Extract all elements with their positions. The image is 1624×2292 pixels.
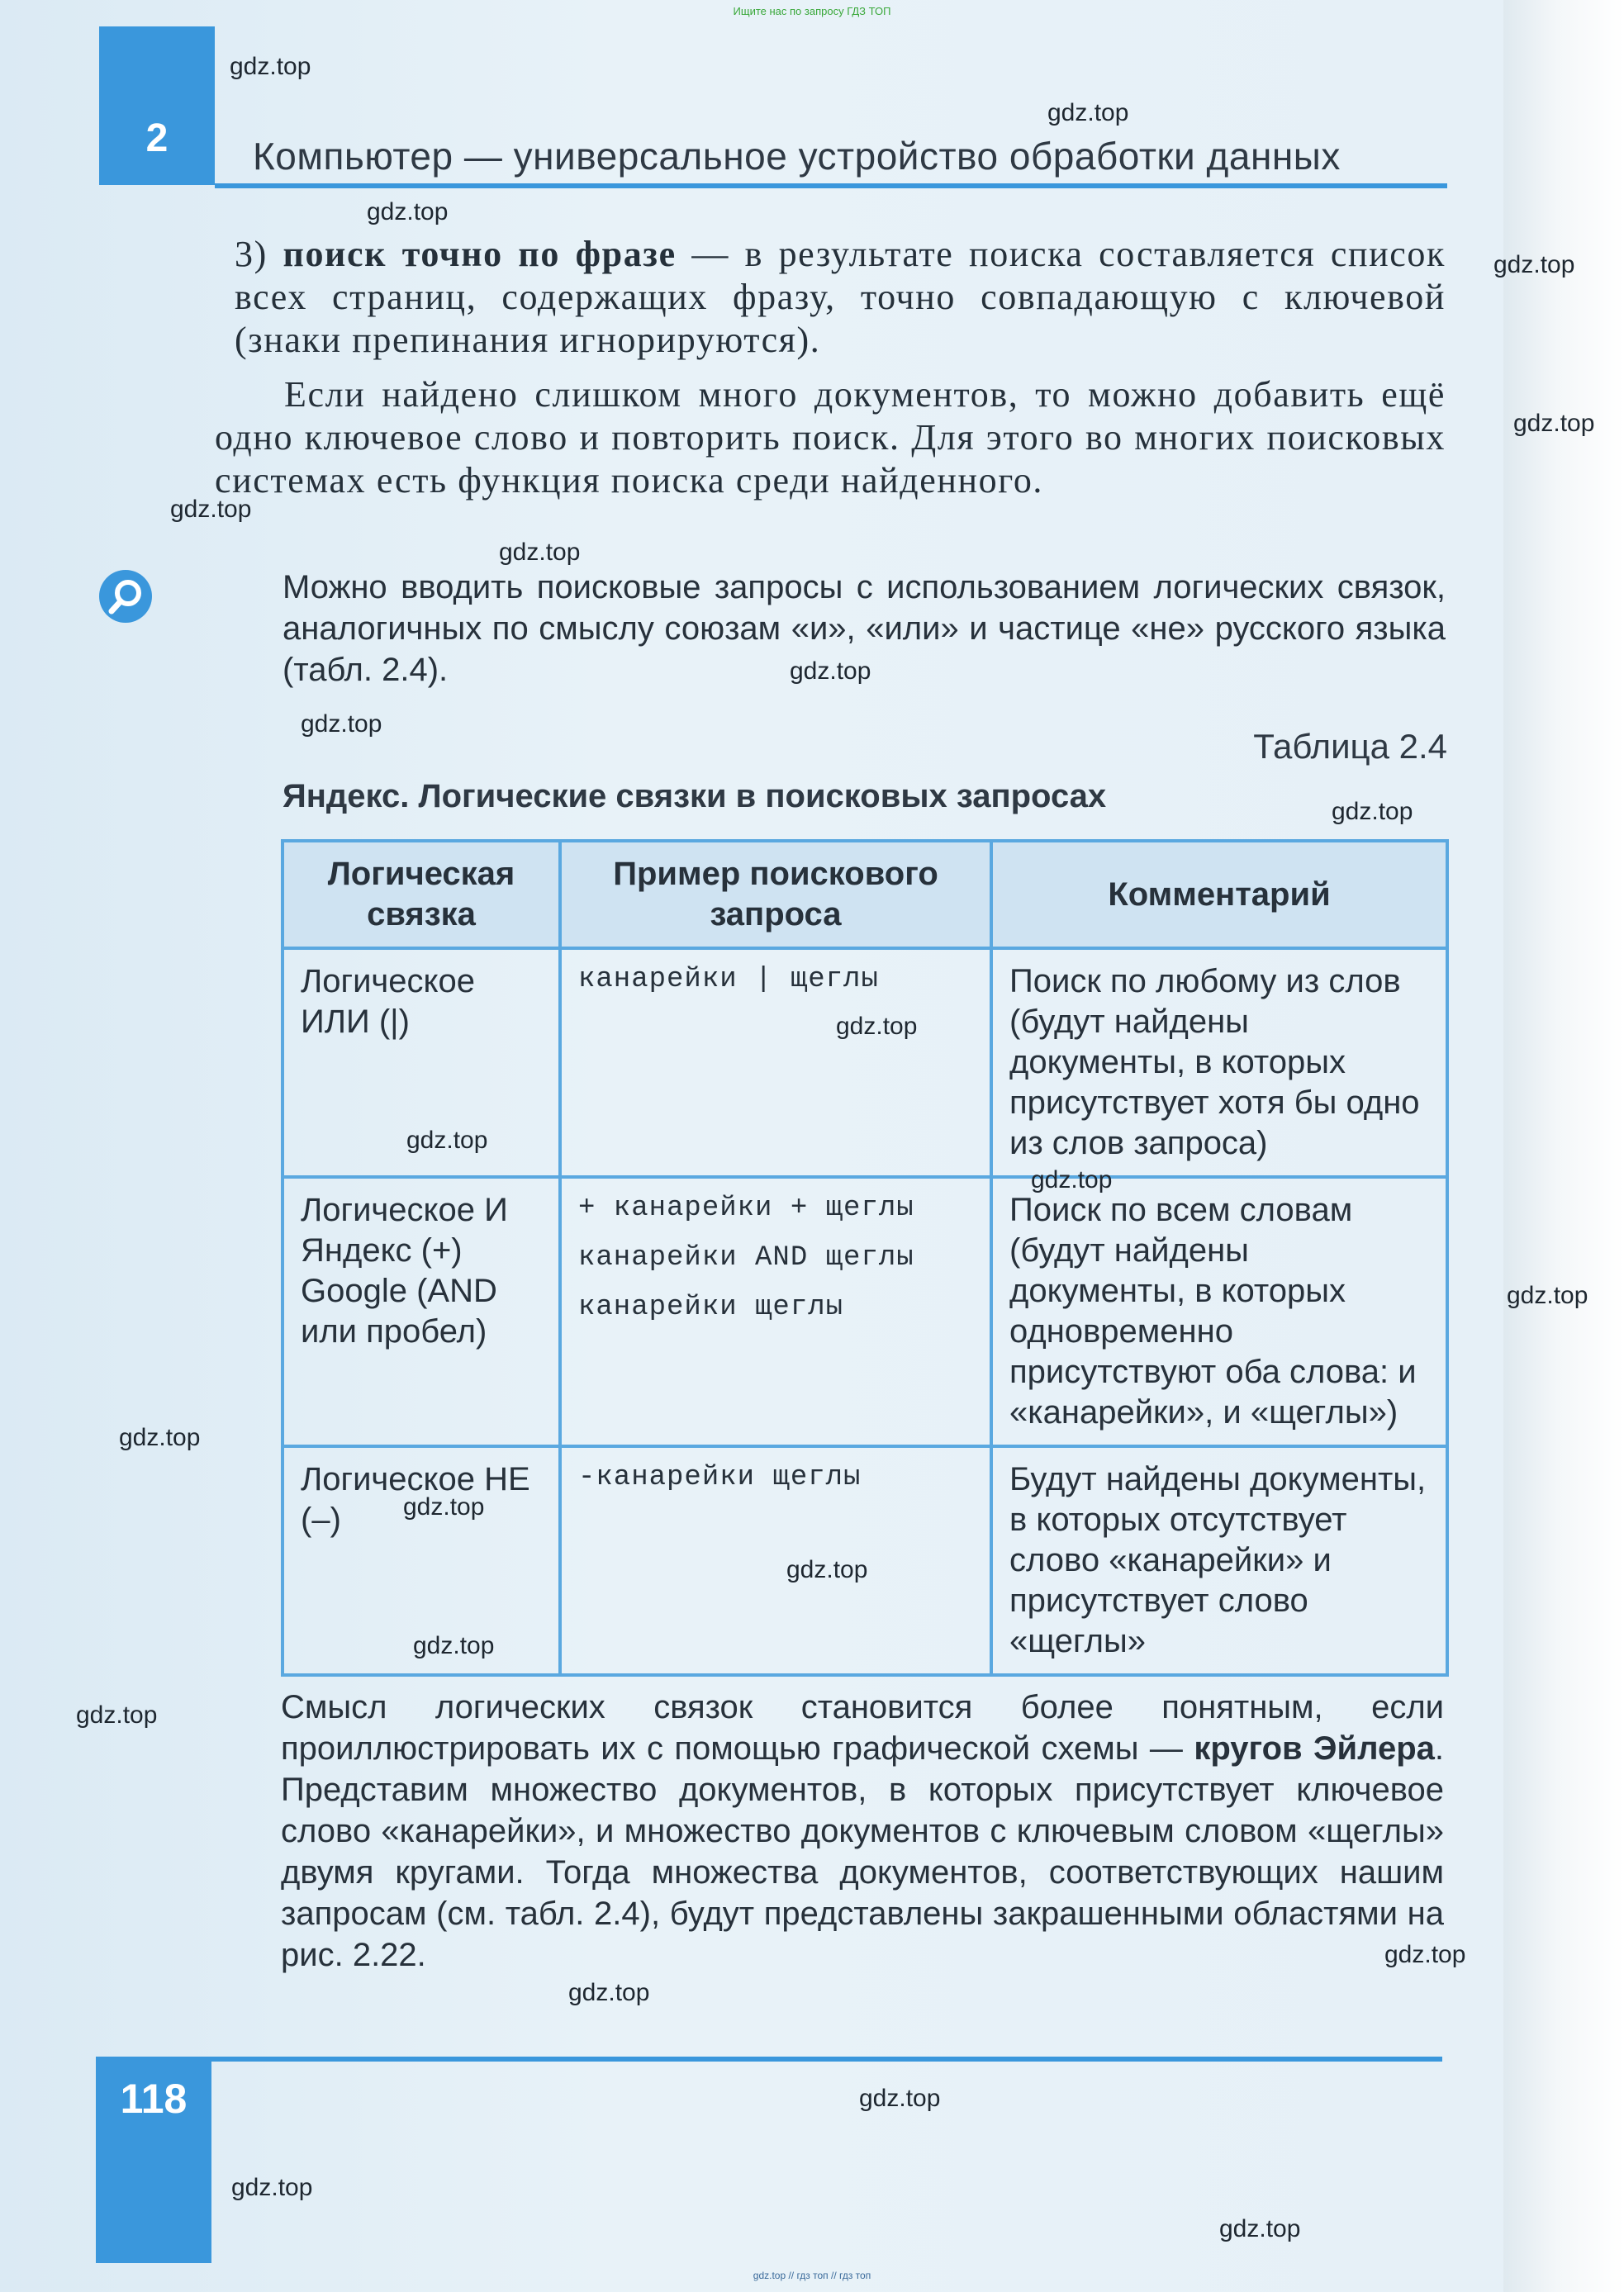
term-phrase-search: поиск точно по фразе — [283, 234, 677, 274]
connective-cell: Логическое И Яндекс (+) Google (AND или пробел) — [283, 1177, 560, 1446]
page-number: 118 — [120, 2076, 188, 2122]
header-example: Пример поискового запроса — [560, 841, 991, 948]
watermark: gdz.top — [1031, 1166, 1113, 1193]
watermark: gdz.top — [119, 1424, 201, 1451]
paragraph-phrase-search — [235, 233, 1446, 362]
watermark: gdz.top — [1507, 1282, 1588, 1309]
watermark: gdz.top — [413, 1632, 495, 1659]
example-query: + канарейки + щеглы — [578, 1193, 914, 1224]
watermark: gdz.top — [406, 1127, 488, 1154]
watermark: gdz.top — [231, 2174, 313, 2201]
chapter-tab — [99, 26, 215, 185]
chapter-title: Компьютер — универсальное устройство обработки данных — [253, 135, 1341, 178]
watermark: gdz.top — [230, 53, 311, 80]
watermark: gdz.top — [170, 496, 252, 523]
euler-text-after: . Представим множество документов, в которых присутствует ключевое слово «канарейки», и множество документов с ключевым словом «щеглы» двумя кругами. Тогда множества документов, соответствующих нашим запросам (см. табл. 2.4), будут представлены закрашенными областями на рис. 2.22. — [281, 1730, 1444, 1973]
watermark: gdz.top — [568, 1979, 650, 2006]
watermark: gdz.top — [1493, 251, 1575, 278]
comment-cell: Будут найдены документы, в которых отсутствует слово «канарейки» и присутствует слово «щеглы» — [991, 1446, 1447, 1675]
example-query: канарейки AND щеглы — [578, 1242, 914, 1274]
watermark: gdz.top — [1219, 2215, 1301, 2242]
watermark: gdz.top — [301, 710, 382, 738]
promo-bottom: gdz.top // гдз топ // гдз топ — [753, 2270, 871, 2281]
footer-rule — [211, 2057, 1442, 2062]
header-rule — [215, 183, 1447, 188]
connective-cell: Логическое ИЛИ (|) — [283, 948, 560, 1177]
phrase-search-text: — в результате поиска составляется список всех страниц, содержащих фразу, точно совпадающую с ключевой (знаки препинания игнорируются). — [235, 234, 1446, 360]
promo-top: Ищите нас по запросу ГДЗ ТОП — [733, 5, 891, 17]
term-euler-circles: кругов Эйлера — [1194, 1730, 1435, 1767]
watermark: gdz.top — [499, 539, 581, 566]
example-query: канарейки | щеглы — [578, 964, 879, 995]
watermark: gdz.top — [836, 1013, 918, 1040]
watermark: gdz.top — [76, 1701, 158, 1729]
example-cell — [560, 1177, 991, 1446]
connective-cell: Логическое НЕ (–) — [283, 1446, 560, 1675]
paragraph-too-many: Если найдено слишком много документов, то можно добавить ещё одно ключевое слово и повторить поиск. Для этого во многих поисковых системах есть функция поиска среди найденного. — [215, 374, 1446, 501]
example-cell — [560, 948, 991, 1177]
table-caption: Таблица 2.4 — [1253, 727, 1447, 766]
paragraph-logic-intro: Можно вводить поисковые запросы с использованием логических связок, аналогичных по смыслу союзам «и», «или» и частице «не» русского языка (табл. 2.4). — [283, 569, 1446, 688]
example-query: -канарейки щеглы — [578, 1462, 862, 1493]
watermark: gdz.top — [1384, 1941, 1466, 1968]
watermark: gdz.top — [859, 2085, 941, 2112]
page-edge-shadow — [1503, 0, 1624, 2292]
table-row — [283, 1177, 1447, 1446]
example-query: канарейки щеглы — [578, 1292, 844, 1323]
list-number: 3) — [235, 234, 268, 274]
comment-cell: Поиск по всем словам (будут найдены документы, в которых одновременно присутствуют оба слова: и «канарейки», и «щеглы») — [991, 1177, 1447, 1446]
watermark: gdz.top — [786, 1556, 868, 1583]
watermark: gdz.top — [403, 1493, 485, 1521]
comment-cell: Поиск по любому из слов (будут найдены документы, в которых присутствует хотя бы одно из слов запроса) — [991, 948, 1447, 1177]
logic-table — [281, 839, 1449, 1677]
euler-text-before: Смысл логических связок становится более понятным, если проиллюстрировать их с помощью графической схемы — — [281, 1689, 1444, 1767]
watermark: gdz.top — [367, 198, 449, 225]
table-title: Яндекс. Логические связки в поисковых запросах — [283, 778, 1107, 814]
watermark: gdz.top — [1513, 410, 1595, 437]
magnifier-icon — [99, 570, 152, 623]
watermark: gdz.top — [790, 657, 871, 685]
header-comment: Комментарий — [991, 841, 1447, 948]
example-cell — [560, 1446, 991, 1675]
watermark: gdz.top — [1332, 798, 1413, 825]
watermark: gdz.top — [1047, 99, 1129, 126]
chapter-number: 2 — [145, 116, 169, 160]
header-connective: Логическая связка — [283, 841, 560, 948]
table-header-row — [283, 841, 1447, 948]
paragraph-euler — [281, 1687, 1444, 1976]
